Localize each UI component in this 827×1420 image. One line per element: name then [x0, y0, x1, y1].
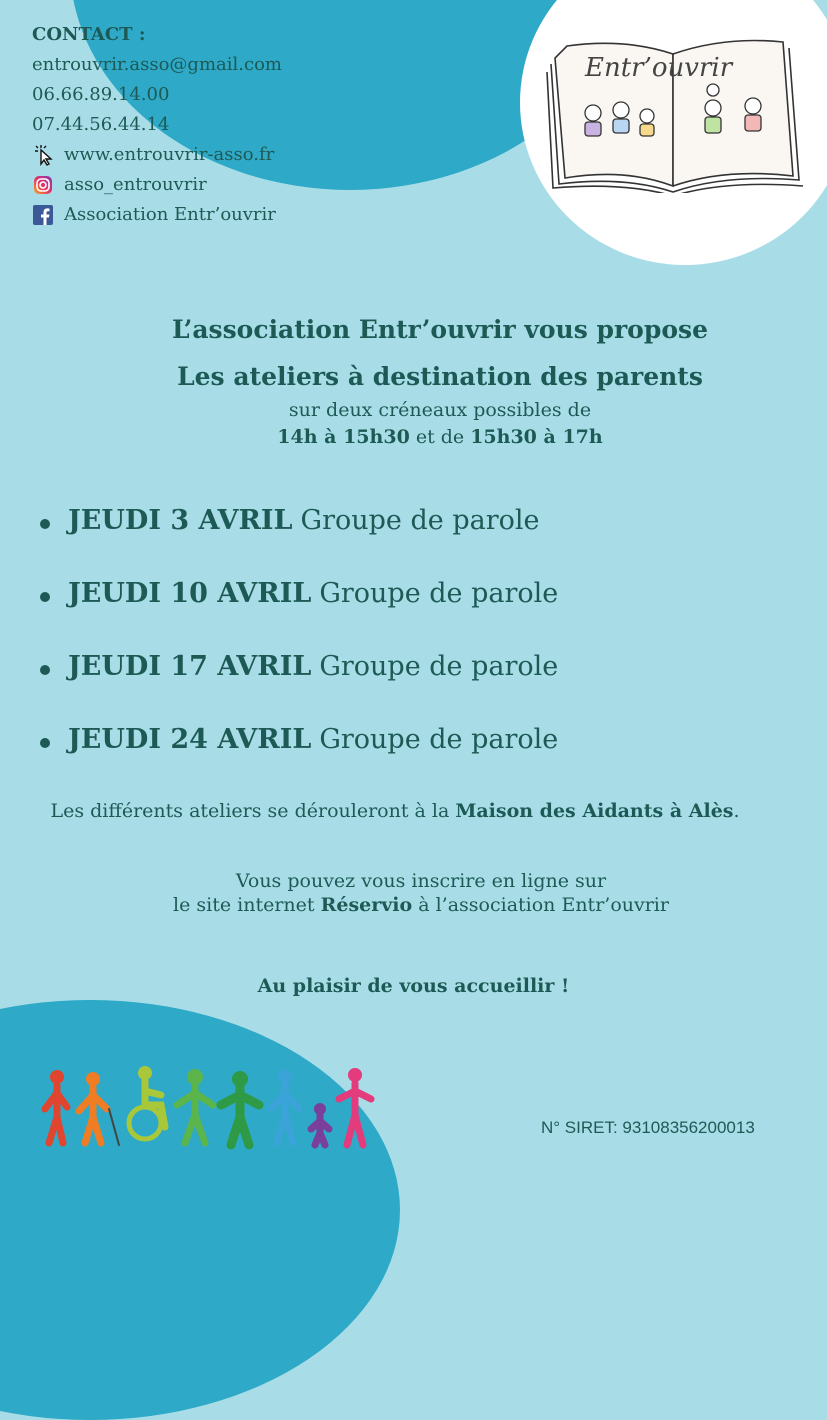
- registration-text: [0, 869, 827, 917]
- intro-heading-2: Les ateliers à destination des parents: [177, 362, 703, 391]
- bullet-icon: [40, 519, 50, 529]
- siret-number: N° SIRET: 93108356200013: [541, 1118, 755, 1137]
- contact-phone-2[interactable]: 07.44.56.44.14: [32, 114, 170, 135]
- session-date: JEUDI 17 AVRIL: [68, 651, 312, 682]
- people-illustration: [35, 1065, 380, 1150]
- contact-phone-1[interactable]: 06.66.89.14.00: [32, 84, 170, 105]
- location-name: Maison des Aidants à Alès: [455, 800, 734, 822]
- logo-text: Entr’ouvrir: [585, 53, 733, 83]
- cursor-click-icon: [32, 144, 54, 166]
- facebook-icon: [32, 204, 54, 226]
- session-activity: Groupe de parole: [319, 651, 559, 682]
- slot-joiner: et de: [409, 426, 471, 448]
- session-date: JEUDI 3 AVRIL: [68, 505, 293, 536]
- contact-instagram[interactable]: asso_entrouvrir: [64, 174, 207, 195]
- registration-site: Réservio: [320, 894, 413, 916]
- location-text: [0, 800, 790, 822]
- contact-facebook-row[interactable]: [32, 200, 282, 230]
- slot-1: 14h à 15h30: [277, 426, 410, 448]
- registration-line-1: Vous pouvez vous inscrire en ligne sur: [235, 870, 607, 892]
- slot-2: 15h30 à 17h: [470, 426, 603, 448]
- list-item: [40, 724, 558, 797]
- session-activity: Groupe de parole: [300, 505, 540, 536]
- session-list: [40, 505, 558, 797]
- location-suffix: .: [733, 800, 740, 822]
- registration-line-2: [0, 893, 827, 917]
- list-item: [40, 578, 558, 651]
- decorative-blob-bottom: [0, 1000, 400, 1420]
- list-item: [40, 651, 558, 724]
- instagram-icon: [32, 174, 54, 196]
- intro-subtitle: sur deux créneaux possibles de: [288, 399, 592, 421]
- registration-prefix: le site internet: [173, 894, 321, 916]
- contact-block: [32, 20, 282, 230]
- session-date: JEUDI 24 AVRIL: [68, 724, 312, 755]
- contact-website-row[interactable]: [32, 140, 282, 170]
- contact-website[interactable]: www.entrouvrir-asso.fr: [64, 144, 275, 165]
- intro-heading-1: L’association Entr’ouvrir vous propose: [172, 315, 708, 344]
- session-date: JEUDI 10 AVRIL: [68, 578, 312, 609]
- closing-message: Au plaisir de vous accueillir !: [257, 975, 570, 997]
- session-activity: Groupe de parole: [319, 578, 559, 609]
- contact-email[interactable]: entrouvrir.asso@gmail.com: [32, 54, 282, 75]
- location-prefix: Les différents ateliers se dérouleront à la: [50, 800, 456, 822]
- bullet-icon: [40, 738, 50, 748]
- session-activity: Groupe de parole: [319, 724, 559, 755]
- contact-title: CONTACT :: [32, 24, 146, 45]
- bullet-icon: [40, 665, 50, 675]
- contact-instagram-row[interactable]: [32, 170, 282, 200]
- list-item: [40, 505, 558, 578]
- intro-slots: [50, 426, 827, 448]
- entrouvrir-logo: [545, 28, 805, 193]
- bullet-icon: [40, 592, 50, 602]
- registration-suffix: à l’association Entr’ouvrir: [412, 894, 669, 916]
- contact-facebook[interactable]: Association Entr’ouvrir: [64, 204, 276, 225]
